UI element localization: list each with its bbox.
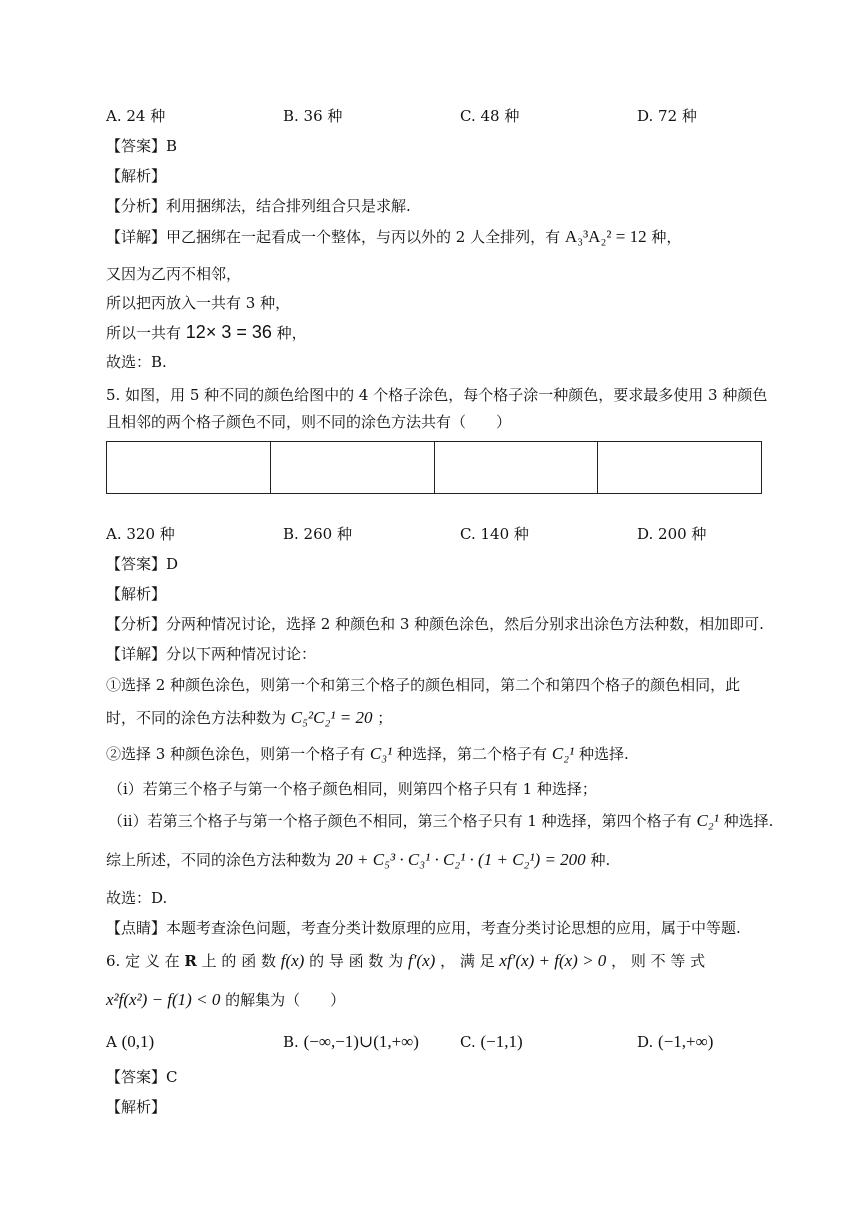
q4-option-b: B. 36 种 <box>283 107 343 125</box>
q6-option-b-label: B. <box>283 1033 299 1051</box>
q5-guxuan: 故选：D. <box>106 889 168 907</box>
q6-stem-line1 <box>106 951 705 971</box>
q5-subcase-2-formula: C₂¹ <box>696 811 719 830</box>
q6-stem-line2 <box>106 990 345 1010</box>
q4-line3: 所以把丙放入一共有 3 种， <box>106 294 291 312</box>
q5-option-c: C. 140 种 <box>460 525 529 543</box>
q4-answer: 【答案】B <box>106 137 178 155</box>
q4-jiexi: 【解析】 <box>106 167 167 185</box>
q6-option-c-label: C. <box>460 1033 476 1051</box>
q6-option-a <box>106 1032 154 1052</box>
q6-stem-part-a: 6. 定 义 在 <box>106 952 180 970</box>
q6-stem-fprime: f′(x) <box>407 951 436 970</box>
q6-option-b <box>283 1032 419 1052</box>
q6-stem-part-b: 上 的 函 数 <box>201 952 276 970</box>
q5-xiangjie: 【详解】分以下两种情况讨论： <box>106 645 317 663</box>
q4-line4-prefix: 所以一共有 <box>106 324 182 342</box>
q5-dianjing: 【点睛】本题考查涂色问题，考查分类计数原理的应用，考查分类讨论思想的应用，属于中等题. <box>106 919 741 937</box>
grid-cell-2 <box>271 442 435 493</box>
q5-stem-line2: 且相邻的两个格子颜色不同，则不同的涂色方法共有（ ） <box>106 413 512 431</box>
q4-option-a: A. 24 种 <box>106 107 166 125</box>
q5-case1-line2 <box>106 708 392 728</box>
q6-stem-f: f(x) <box>280 951 305 970</box>
q4-fenxi: 【分析】利用捆绑法，结合排列组合只是求解. <box>106 197 411 215</box>
q5-case1-prefix: 时，不同的涂色方法种数为 <box>106 709 287 727</box>
q5-case2-formula-1: C₃¹ <box>369 744 393 763</box>
q5-case1-number: ① <box>106 676 122 694</box>
q6-stem-real-set: R <box>184 952 197 970</box>
q5-case2-formula-2: C₂¹ <box>551 744 575 763</box>
q5-case2-prefix: 选择 3 种颜色涂色，则第一个格子有 <box>121 745 366 763</box>
q5-summary <box>106 850 610 870</box>
q4-guxuan: 故选：B. <box>106 353 167 371</box>
q6-jiexi: 【解析】 <box>106 1098 167 1116</box>
q6-option-d <box>637 1032 713 1052</box>
q5-subcase-1: （i）若第三个格子与第一个格子颜色相同，则第四个格子只有 1 种选择； <box>108 780 597 798</box>
q6-option-b-value: (−∞,−1)∪(1,+∞) <box>303 1032 419 1051</box>
q5-fenxi: 【分析】分两种情况讨论，选择 2 种颜色和 3 种颜色涂色，然后分别求出涂色方法种数，相加即可. <box>106 615 764 633</box>
q5-case2-suffix: 种选择. <box>578 745 629 763</box>
q5-case2-mid: 种选择，第二个格子有 <box>397 745 548 763</box>
q5-case1-suffix: ； <box>377 709 393 727</box>
q5-subcase-2-suffix: 种选择. <box>723 812 774 830</box>
q5-case1-formula: C₅²C₂¹ = 20 <box>290 708 373 727</box>
q5-case1-line1 <box>106 675 740 695</box>
q5-four-cell-grid <box>106 441 762 494</box>
q5-summary-formula: 20 + C₅³ · C₃¹ · C₂¹ · (1 + C₂¹) = 200 <box>335 850 586 869</box>
q6-option-c-value: (−1,1) <box>480 1032 523 1051</box>
q5-summary-prefix: 综上所述，不同的涂色方法种数为 <box>106 851 332 869</box>
q6-stem-part-e: ， 则 不 等 式 <box>611 952 706 970</box>
q5-option-b: B. 260 种 <box>283 525 352 543</box>
q5-summary-suffix: 种. <box>590 851 611 869</box>
q4-line4-formula: 12× 3 = 36 <box>185 322 272 342</box>
q4-line4 <box>106 322 307 343</box>
q4-option-c: C. 48 种 <box>460 107 520 125</box>
q4-xiangjie-suffix: 种， <box>651 228 682 246</box>
q6-stem-inequality: x²f(x²) − f(1) < 0 <box>106 990 221 1009</box>
q4-xiangjie-formula: A₃³A₂² = 12 <box>564 227 647 246</box>
q6-option-d-value: (−1,+∞) <box>658 1032 714 1051</box>
q4-xiangjie <box>106 227 681 247</box>
q6-stem-condition: xf′(x) + f(x) > 0 <box>499 951 607 970</box>
q5-case1-text: 选择 2 种颜色涂色，则第一个和第三个格子的颜色相同，第二个和第四个格子的颜色相同，此 <box>121 676 741 694</box>
q5-subcase-2-prefix: （ii）若第三个格子与第一个格子颜色不相同，第三个格子只有 1 种选择，第四个格子有 <box>108 812 692 830</box>
q6-option-c <box>460 1032 523 1052</box>
q5-jiexi: 【解析】 <box>106 585 167 603</box>
q4-line4-suffix: 种， <box>276 324 307 342</box>
q4-xiangjie-prefix: 【详解】甲乙捆绑在一起看成一个整体，与丙以外的 2 人全排列，有 <box>106 228 561 246</box>
grid-cell-3 <box>435 442 599 493</box>
q5-case2-number: ② <box>106 745 122 763</box>
q6-option-d-label: D. <box>637 1033 654 1051</box>
q5-answer: 【答案】D <box>106 555 179 573</box>
q6-answer: 【答案】C <box>106 1068 178 1086</box>
q5-stem-line1: 5. 如图，用 5 种不同的颜色给图中的 4 个格子涂色，每个格子涂一种颜色，要求最多使用 3 种颜色 <box>106 386 768 404</box>
q6-stem-part-d: ， 满 足 <box>440 952 495 970</box>
q6-stem-suffix: 的解集为（ ） <box>225 991 346 1009</box>
q5-option-a: A. 320 种 <box>106 525 175 543</box>
q4-option-d: D. 72 种 <box>637 107 697 125</box>
q5-case2 <box>106 744 629 764</box>
q5-subcase-2 <box>108 811 773 831</box>
q4-line2: 又因为乙丙不相邻， <box>106 265 242 283</box>
q6-stem-part-c: 的 导 函 数 为 <box>309 952 404 970</box>
grid-cell-4 <box>598 442 761 493</box>
q5-option-d: D. 200 种 <box>637 525 707 543</box>
q6-option-a-label: A <box>106 1033 117 1051</box>
grid-cell-1 <box>107 442 271 493</box>
q6-option-a-value: (0,1) <box>121 1032 155 1051</box>
